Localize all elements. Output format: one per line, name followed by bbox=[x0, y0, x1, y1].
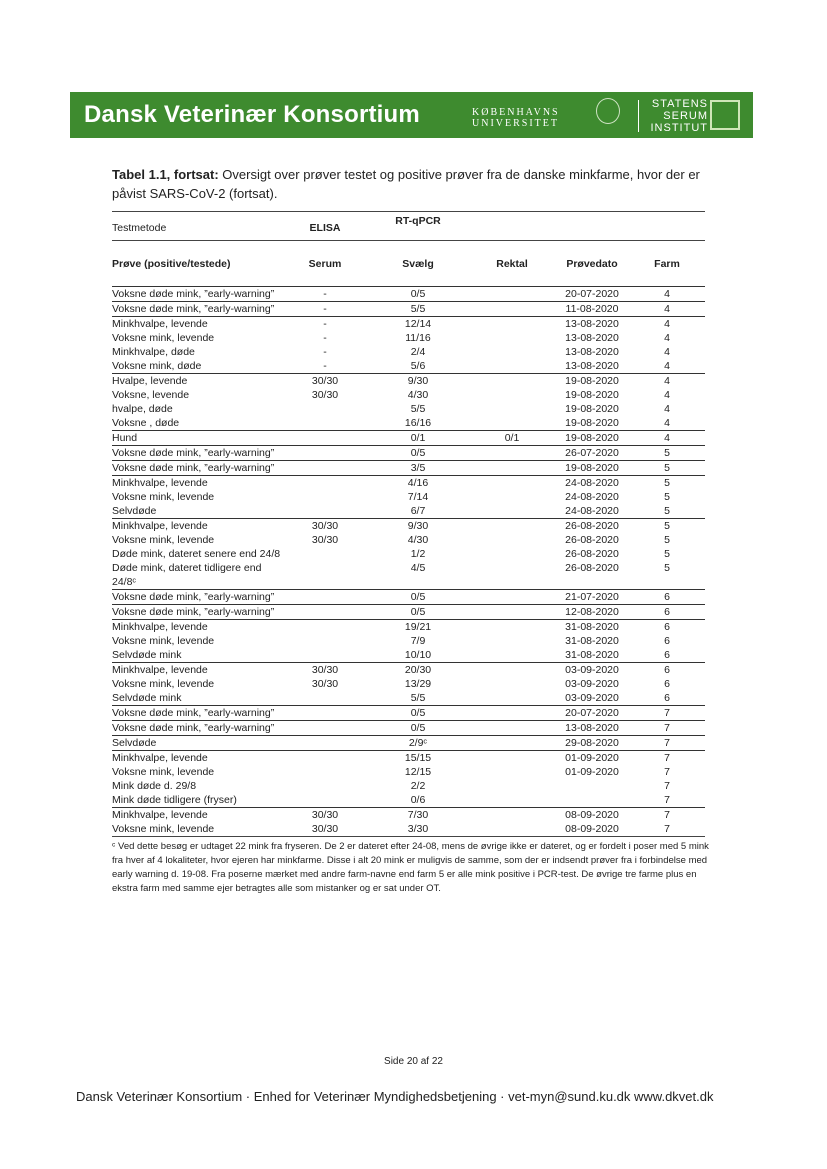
cell-date: 13-08-2020 bbox=[565, 332, 619, 344]
cell-date: 26-08-2020 bbox=[565, 562, 619, 574]
cell-svaelg: 9/30 bbox=[407, 375, 429, 387]
header-testmetode: Testmetode bbox=[112, 222, 167, 234]
table-row bbox=[112, 286, 705, 301]
cell-farm: 4 bbox=[664, 303, 670, 315]
cell-sample: Voksne døde mink, ”early-warning” bbox=[112, 722, 275, 734]
cell-date: 03-09-2020 bbox=[565, 664, 619, 676]
cell-farm: 6 bbox=[664, 621, 670, 633]
header-elisa: ELISA bbox=[309, 222, 341, 234]
cell-sample: Mink døde tidligere (fryser) bbox=[112, 794, 237, 806]
cell-date: 01-09-2020 bbox=[565, 766, 619, 778]
cell-sample: Døde mink, dateret tidligere end 24/8ᶜ bbox=[112, 562, 262, 588]
results-table bbox=[112, 211, 705, 837]
cell-date: 31-08-2020 bbox=[565, 635, 619, 647]
cell-date: 19-08-2020 bbox=[565, 462, 619, 474]
cell-svaelg: 0/5 bbox=[410, 707, 426, 719]
cell-svaelg: 13/29 bbox=[404, 678, 432, 690]
cell-svaelg: 19/21 bbox=[404, 621, 432, 633]
cell-svaelg: 0/5 bbox=[410, 288, 426, 300]
cell-sample: Voksne døde mink, ”early-warning” bbox=[112, 288, 275, 300]
cell-date: 31-08-2020 bbox=[565, 621, 619, 633]
cell-date: 03-09-2020 bbox=[565, 678, 619, 690]
cell-farm: 6 bbox=[664, 664, 670, 676]
cell-farm: 5 bbox=[664, 548, 670, 560]
table-row bbox=[112, 445, 705, 460]
cell-rektal: 0/1 bbox=[504, 432, 520, 444]
cell-sample: Voksne mink, levende bbox=[112, 332, 215, 344]
cell-sample: Selvdøde mink bbox=[112, 649, 182, 661]
cell-date: 12-08-2020 bbox=[565, 606, 619, 618]
cell-date: 11-08-2020 bbox=[565, 303, 619, 315]
table-row bbox=[112, 750, 705, 765]
cell-svaelg: 11/16 bbox=[405, 332, 431, 344]
cell-svaelg: 4/30 bbox=[407, 534, 429, 546]
table-row bbox=[112, 373, 705, 388]
header-band bbox=[70, 92, 753, 138]
cell-farm: 5 bbox=[664, 520, 670, 532]
header-serum: Serum bbox=[308, 258, 342, 270]
cell-date: 26-08-2020 bbox=[565, 520, 619, 532]
table-row bbox=[112, 402, 705, 416]
cell-date: 24-08-2020 bbox=[565, 477, 619, 489]
table-row bbox=[112, 779, 705, 793]
table-row bbox=[112, 416, 705, 430]
table-row bbox=[112, 589, 705, 604]
header-svaelg: Svælg bbox=[402, 258, 434, 270]
cell-svaelg: 4/5 bbox=[410, 562, 426, 574]
table-row bbox=[112, 634, 705, 648]
cell-serum: 30/30 bbox=[311, 678, 339, 690]
cell-sample: Selvdøde mink bbox=[112, 692, 182, 704]
cell-serum: 30/30 bbox=[311, 809, 339, 821]
cell-svaelg: 16/16 bbox=[404, 417, 432, 429]
cell-date: 19-08-2020 bbox=[565, 417, 619, 429]
cell-serum: - bbox=[323, 346, 327, 358]
cell-svaelg: 2/4 bbox=[410, 346, 426, 358]
cell-sample: Minkhvalpe, levende bbox=[112, 520, 208, 532]
table-row bbox=[112, 490, 705, 504]
cell-sample: Voksne mink, levende bbox=[112, 635, 215, 647]
cell-sample: Voksne mink, levende bbox=[112, 766, 215, 778]
cell-date: 08-09-2020 bbox=[565, 809, 619, 821]
cell-date: 19-08-2020 bbox=[565, 432, 619, 444]
cell-date: 19-08-2020 bbox=[565, 403, 619, 415]
cell-svaelg: 2/9ᶜ bbox=[408, 737, 428, 749]
table-row bbox=[112, 619, 705, 634]
cell-date: 20-07-2020 bbox=[565, 707, 619, 719]
cell-sample: Voksne døde mink, ”early-warning” bbox=[112, 591, 275, 603]
cell-svaelg: 4/16 bbox=[407, 477, 429, 489]
cell-svaelg: 0/1 bbox=[410, 432, 426, 444]
cell-svaelg: 3/30 bbox=[407, 823, 429, 835]
cell-serum: 30/30 bbox=[311, 664, 339, 676]
table-row bbox=[112, 720, 705, 735]
cell-farm: 4 bbox=[664, 288, 670, 300]
table-row bbox=[112, 604, 705, 619]
cell-farm: 5 bbox=[664, 447, 670, 459]
cell-sample: Voksne mink, levende bbox=[112, 823, 215, 835]
cell-svaelg: 15/15 bbox=[404, 752, 432, 764]
ssi-logo-text bbox=[650, 98, 708, 134]
consortium-title: Dansk Veterinær Konsortium bbox=[84, 101, 420, 128]
cell-svaelg: 4/30 bbox=[407, 389, 429, 401]
cell-farm: 5 bbox=[664, 462, 670, 474]
cell-serum: 30/30 bbox=[311, 534, 339, 546]
cell-farm: 4 bbox=[664, 332, 670, 344]
cell-sample: Hvalpe, levende bbox=[112, 375, 188, 387]
cell-sample: Voksne mink, levende bbox=[112, 678, 215, 690]
table-row bbox=[112, 518, 705, 533]
cell-farm: 5 bbox=[664, 505, 670, 517]
header-prove: Prøve (positive/testede) bbox=[112, 258, 231, 270]
cell-svaelg: 12/14 bbox=[404, 318, 432, 330]
ssi-building-icon bbox=[710, 100, 740, 130]
cell-farm: 4 bbox=[664, 432, 670, 444]
table-row bbox=[112, 359, 705, 373]
cell-svaelg: 10/10 bbox=[404, 649, 432, 661]
cell-sample: Minkhvalpe, levende bbox=[112, 664, 208, 676]
ku-logo-text bbox=[472, 107, 560, 129]
ssi-line1: STATENS bbox=[651, 98, 708, 110]
cell-serum: - bbox=[323, 360, 327, 372]
cell-farm: 7 bbox=[664, 737, 670, 749]
cell-sample: Voksne mink, døde bbox=[112, 360, 202, 372]
table-row bbox=[112, 533, 705, 547]
cell-farm: 4 bbox=[664, 318, 670, 330]
cell-farm: 5 bbox=[664, 562, 670, 574]
cell-date: 13-08-2020 bbox=[565, 318, 619, 330]
cell-sample: Voksne mink, levende bbox=[112, 534, 215, 546]
cell-sample: Hund bbox=[112, 432, 138, 444]
cell-date: 31-08-2020 bbox=[565, 649, 619, 661]
ku-line2: UNIVERSITET bbox=[472, 118, 559, 129]
cell-date: 26-07-2020 bbox=[565, 447, 619, 459]
cell-sample: Minkhvalpe, levende bbox=[112, 752, 208, 764]
cell-farm: 7 bbox=[664, 794, 670, 806]
footnote: ᶜ Ved dette besøg er udtaget 22 mink fra fryseren. De 2 er dateret efter 24-08, mens de øvrige ikke er dateret, og er fordelt i poser med 5 mink fra hver af 4 lokaliteter, hvor ejeren har minkfarme. Disse i alt 20 mink er muligvis de samme, som der er indsendt prøver fra i forbindelse med early warning d. 19-08. Fra poserne mærket med andre farm-navne end farm 5 er alle mink positive i PCR-test. De øvrige tre farme plus en ekstra farm med samme ejer betragtes alle som mistanker og er sat under OT. bbox=[112, 841, 709, 894]
cell-farm: 6 bbox=[664, 649, 670, 661]
cell-farm: 5 bbox=[664, 477, 670, 489]
cell-svaelg: 0/5 bbox=[410, 606, 426, 618]
cell-farm: 6 bbox=[664, 606, 670, 618]
cell-svaelg: 6/7 bbox=[410, 505, 426, 517]
cell-sample: Voksne, levende bbox=[112, 389, 190, 401]
cell-farm: 7 bbox=[664, 722, 670, 734]
ssi-line3: INSTITUT bbox=[650, 122, 708, 134]
cell-svaelg: 12/15 bbox=[404, 766, 432, 778]
cell-svaelg: 0/5 bbox=[410, 591, 426, 603]
caption-label: Tabel 1.1, fortsat: bbox=[112, 167, 219, 182]
cell-date: 13-08-2020 bbox=[565, 722, 619, 734]
cell-date: 19-08-2020 bbox=[565, 389, 619, 401]
ku-line1: KØBENHAVNS bbox=[472, 107, 560, 118]
cell-serum: 30/30 bbox=[311, 823, 339, 835]
cell-svaelg: 0/5 bbox=[410, 447, 426, 459]
table-row bbox=[112, 691, 705, 705]
cell-svaelg: 5/5 bbox=[410, 403, 426, 415]
cell-sample: hvalpe, døde bbox=[112, 403, 173, 415]
cell-date: 26-08-2020 bbox=[565, 548, 619, 560]
caption-text: Oversigt over prøver testet og positive prøver fra de danske minkfarme, hvor der er påvist SARS-CoV-2 (fortsat). bbox=[112, 167, 700, 201]
cell-date: 08-09-2020 bbox=[565, 823, 619, 835]
cell-date: 19-08-2020 bbox=[565, 375, 619, 387]
cell-date: 20-07-2020 bbox=[565, 288, 619, 300]
cell-date: 03-09-2020 bbox=[565, 692, 619, 704]
table-row bbox=[112, 460, 705, 475]
cell-date: 29-08-2020 bbox=[565, 737, 619, 749]
cell-serum: 30/30 bbox=[311, 520, 339, 532]
cell-farm: 7 bbox=[664, 752, 670, 764]
cell-sample: Voksne , døde bbox=[112, 417, 180, 429]
table-row bbox=[112, 345, 705, 359]
cell-serum: - bbox=[323, 332, 327, 344]
cell-sample: Voksne mink, levende bbox=[112, 491, 215, 503]
cell-svaelg: 1/2 bbox=[410, 548, 426, 560]
cell-sample: Døde mink, dateret senere end 24/8 bbox=[112, 548, 281, 560]
cell-sample: Mink døde d. 29/8 bbox=[112, 780, 197, 792]
cell-sample: Voksne døde mink, ”early-warning” bbox=[112, 447, 275, 459]
page-footer: Dansk Veterinær Konsortium · Enhed for Veterinær Myndighedsbetjening · vet-myn@sund.ku.dk www.dkvet.dk bbox=[76, 1089, 714, 1104]
cell-svaelg: 5/5 bbox=[410, 303, 426, 315]
cell-serum: - bbox=[323, 318, 327, 330]
cell-svaelg: 2/2 bbox=[410, 780, 426, 792]
cell-date: 26-08-2020 bbox=[565, 534, 619, 546]
cell-farm: 6 bbox=[664, 678, 670, 690]
table-row bbox=[112, 475, 705, 490]
header-rtqpcr: RT-qPCR bbox=[395, 215, 441, 227]
cell-sample: Voksne døde mink, ”early-warning” bbox=[112, 606, 275, 618]
cell-farm: 7 bbox=[664, 823, 670, 835]
cell-sample: Selvdøde bbox=[112, 737, 157, 749]
cell-svaelg: 7/30 bbox=[407, 809, 429, 821]
cell-svaelg: 0/6 bbox=[410, 794, 426, 806]
cell-date: 01-09-2020 bbox=[565, 752, 619, 764]
cell-date: 21-07-2020 bbox=[565, 591, 619, 603]
cell-date: 13-08-2020 bbox=[565, 346, 619, 358]
cell-svaelg: 7/14 bbox=[407, 491, 429, 503]
cell-farm: 5 bbox=[664, 534, 670, 546]
cell-farm: 4 bbox=[664, 417, 670, 429]
header-provedato: Prøvedato bbox=[566, 258, 618, 270]
ssi-line2: SERUM bbox=[663, 110, 708, 122]
cell-date: 24-08-2020 bbox=[565, 505, 619, 517]
header-row-columns bbox=[112, 241, 705, 286]
cell-serum: 30/30 bbox=[311, 375, 339, 387]
table-row bbox=[112, 316, 705, 331]
cell-farm: 7 bbox=[664, 707, 670, 719]
cell-farm: 4 bbox=[664, 375, 670, 387]
cell-farm: 6 bbox=[664, 591, 670, 603]
cell-sample: Minkhvalpe, levende bbox=[112, 477, 208, 489]
table-row bbox=[112, 331, 705, 345]
table-row bbox=[112, 561, 705, 589]
header-farm: Farm bbox=[654, 258, 680, 270]
cell-sample: Voksne døde mink, ”early-warning” bbox=[112, 303, 275, 315]
table-row bbox=[112, 504, 705, 518]
cell-sample: Voksne døde mink, ”early-warning” bbox=[112, 707, 275, 719]
cell-sample: Selvdøde bbox=[112, 505, 157, 517]
table-row bbox=[112, 793, 705, 807]
cell-farm: 4 bbox=[664, 403, 670, 415]
cell-sample: Minkhvalpe, levende bbox=[112, 809, 208, 821]
cell-farm: 7 bbox=[664, 780, 670, 792]
cell-serum: - bbox=[323, 303, 327, 315]
cell-date: 24-08-2020 bbox=[565, 491, 619, 503]
cell-sample: Minkhvalpe, døde bbox=[112, 346, 195, 358]
cell-svaelg: 5/6 bbox=[410, 360, 426, 372]
table-row bbox=[112, 301, 705, 316]
cell-svaelg: 9/30 bbox=[407, 520, 429, 532]
cell-sample: Voksne døde mink, ”early-warning” bbox=[112, 462, 275, 474]
table-row bbox=[112, 430, 705, 445]
cell-sample: Minkhvalpe, levende bbox=[112, 621, 208, 633]
cell-farm: 4 bbox=[664, 346, 670, 358]
cell-serum: - bbox=[323, 288, 327, 300]
table-row bbox=[112, 765, 705, 779]
ku-seal-icon bbox=[596, 98, 620, 124]
page-number: Side 20 af 22 bbox=[384, 1056, 443, 1067]
table-row bbox=[112, 705, 705, 720]
cell-svaelg: 7/9 bbox=[410, 635, 426, 647]
cell-farm: 6 bbox=[664, 635, 670, 647]
table-row bbox=[112, 677, 705, 691]
logo-divider bbox=[638, 100, 639, 132]
cell-farm: 6 bbox=[664, 692, 670, 704]
header-rektal: Rektal bbox=[496, 258, 528, 270]
cell-serum: 30/30 bbox=[311, 389, 339, 401]
table-caption bbox=[112, 165, 712, 203]
table-row bbox=[112, 547, 705, 561]
cell-svaelg: 0/5 bbox=[410, 722, 426, 734]
cell-svaelg: 3/5 bbox=[410, 462, 426, 474]
table-row bbox=[112, 662, 705, 677]
table-body bbox=[112, 286, 705, 836]
table-row bbox=[112, 735, 705, 750]
cell-farm: 7 bbox=[664, 809, 670, 821]
cell-farm: 4 bbox=[664, 360, 670, 372]
table-row bbox=[112, 388, 705, 402]
cell-farm: 7 bbox=[664, 766, 670, 778]
cell-sample: Minkhvalpe, levende bbox=[112, 318, 208, 330]
cell-date: 13-08-2020 bbox=[565, 360, 619, 372]
cell-svaelg: 5/5 bbox=[410, 692, 426, 704]
table-row bbox=[112, 648, 705, 662]
table-row bbox=[112, 807, 705, 822]
cell-svaelg: 20/30 bbox=[404, 664, 432, 676]
cell-farm: 4 bbox=[664, 389, 670, 401]
cell-farm: 5 bbox=[664, 491, 670, 503]
header-row-method bbox=[112, 212, 705, 240]
table-row bbox=[112, 822, 705, 836]
